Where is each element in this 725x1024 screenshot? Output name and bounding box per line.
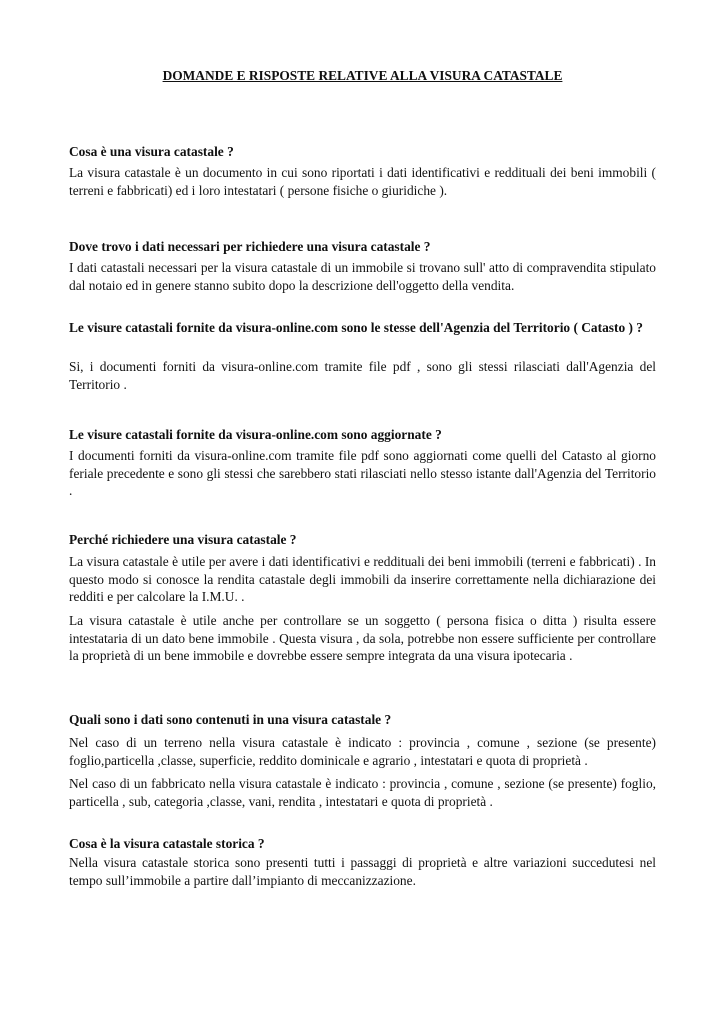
answer-paragraph: La visura catastale è utile per avere i dati identificativi e reddituali dei beni immobili (terreni e fabbricati) . In questo modo si conosce la rendita catastale degli immobili da inserire correttamente nella dichiarazione dei redditi e per calcolare la I.M.U. . (69, 554, 656, 604)
question-heading: Cosa è la visura catastale storica ? (69, 836, 265, 851)
answer-paragraph: I dati catastali necessari per la visura catastale di un immobile si trovano sull' atto di compravendita stipulato dal notaio ed in genere stanno subito dopo la descrizione dell'oggetto della vendita. (69, 260, 656, 293)
question-heading: Le visure catastali fornite da visura-online.com sono aggiornate ? (69, 427, 442, 442)
answer-paragraph: Nel caso di un terreno nella visura catastale è indicato : provincia , comune , sezione (se presente) foglio,particella ,classe, superficie, reddito dominicale e agrario , intestatari e quota di proprietà . (69, 735, 656, 768)
question-heading: Perché richiedere una visura catastale ? (69, 532, 297, 547)
answer-paragraph: Nella visura catastale storica sono presenti tutti i passaggi di proprietà e altre variazioni succedutesi nel tempo sull’immobile a partire dall’impianto di meccanizzazione. (69, 855, 656, 888)
answer-paragraph: La visura catastale è utile anche per controllare se un soggetto ( persona fisica o ditta ) risulta essere intestataria di un dato bene immobile . Questa visura , da sola, potrebbe non essere sufficiente per controllare la proprietà di un bene immobile e dovrebbe essere sempre integrata da una visura ipotecaria . (69, 613, 656, 663)
document-title: DOMANDE E RISPOSTE RELATIVE ALLA VISURA CATASTALE (162, 68, 563, 83)
answer-paragraph: La visura catastale è un documento in cui sono riportati i dati identificativi e reddituali dei beni immobili ( terreni e fabbricati) ed i loro intestatari ( persone fisiche o giuridiche ). (69, 165, 656, 198)
question-heading: Quali sono i dati sono contenuti in una visura catastale ? (69, 712, 392, 727)
answer-paragraph: Nel caso di un fabbricato nella visura catastale è indicato : provincia , comune , sezione (se presente) foglio, particella , sub, categoria ,classe, vani, rendita , intestatari e quota di proprietà . (69, 776, 656, 809)
question-heading: Dove trovo i dati necessari per richiedere una visura catastale ? (69, 239, 431, 254)
answer-paragraph: Si, i documenti forniti da visura-online.com tramite file pdf , sono gli stessi rilasciati dall'Agenzia del Territorio . (69, 359, 656, 392)
question-heading: Le visure catastali fornite da visura-online.com sono le stesse dell'Agenzia del Territorio ( Catasto ) ? (69, 320, 643, 335)
answer-paragraph: I documenti forniti da visura-online.com tramite file pdf sono aggiornati come quelli del Catasto al giorno feriale precedente e sono gli stessi che sarebbero stati rilasciati nello stesso istante dall'Agenzia del Territorio . (69, 448, 656, 498)
question-heading: Cosa è una visura catastale ? (69, 144, 234, 159)
